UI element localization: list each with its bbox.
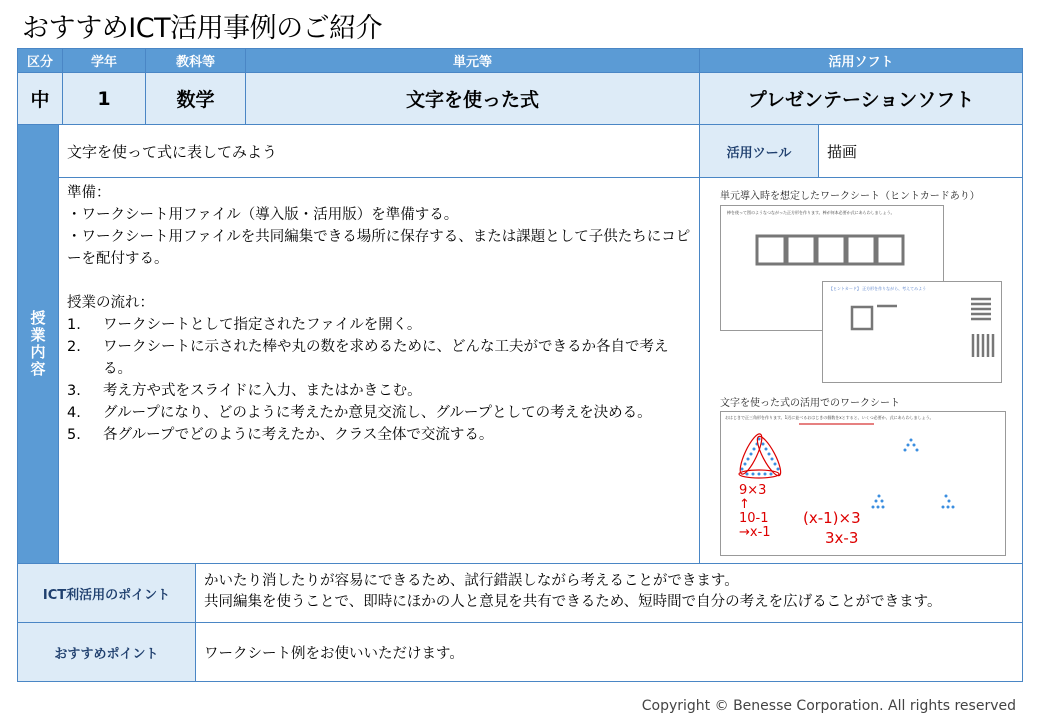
step-text: グループになり、どのように考えたか意見交流し、グループとしての考えを決める。 [103, 405, 652, 421]
header-grade: 学年 [62, 48, 146, 73]
recommend-text: ワークシート例をお使いいただけます。 [195, 622, 1023, 682]
category-value: 中 [17, 72, 63, 125]
handwritten-result: 3x-3 [825, 529, 859, 547]
tool-label: 活用ツール [699, 124, 819, 178]
applied-worksheet-image [720, 411, 1006, 556]
ict-point-line: かいたり消したりが容易にできるため、試行錯誤しながら考えることができます。 [204, 573, 739, 589]
prep-item: ・ワークシート用ファイル（導入版・活用版）を準備する。 [67, 207, 459, 223]
flow-heading: 授業の流れ： [67, 295, 154, 311]
sheet1-text: 棒を使って図のようなつながった正方形を作ります。棒が何本必要か式にあらわしましょう。 [727, 210, 895, 215]
step-number: 1. [67, 317, 81, 333]
ict-point-label: ICT利活用のポイント [17, 563, 196, 623]
handwritten-10-1: 10-1 [739, 511, 769, 526]
lesson-title: 文字を使って式に表してみよう [58, 124, 700, 178]
lesson-label: 授業内容 [17, 124, 59, 564]
header-category: 区分 [17, 48, 63, 73]
step-number: 5. [67, 427, 81, 443]
prep-item: ・ワークシート用ファイルを共同編集できる場所に保存する、または課題として子供たちにコピーを配付する。 [67, 229, 691, 267]
step-text: ワークシートとして指定されたファイルを開く。 [103, 317, 422, 333]
flow-step [67, 336, 691, 380]
unit-value: 文字を使った式 [245, 72, 700, 125]
handwritten-notes-right [803, 508, 861, 548]
hint-text: 【ヒントカード】 正方形を作りながら、考えてみよう [829, 286, 927, 291]
software-value: プレゼンテーションソフト [699, 72, 1023, 125]
handwritten-x-1: →x-1 [739, 525, 771, 540]
flow-list [67, 314, 691, 446]
header-subject: 教科等 [145, 48, 246, 73]
hint-card-image [822, 281, 1002, 383]
matchstick-squares-icon [755, 234, 905, 268]
flow-step [67, 380, 691, 402]
recommend-label: おすすめポイント [17, 622, 196, 682]
step-number: 4. [67, 405, 81, 421]
lesson-body [58, 177, 700, 564]
sheet2-text: おはじきで正三角形を作ります。1辺に並べるおはじきの個数をxとすると、いくつ必要か、式にあらわしましょう。 [725, 415, 934, 420]
grade-value: 1 [62, 72, 146, 125]
worksheet-images [699, 177, 1023, 564]
step-number: 3. [67, 383, 81, 399]
prep-heading: 準備： [67, 185, 111, 201]
step-number: 2. [67, 339, 81, 355]
subject-value: 数学 [145, 72, 246, 125]
flow-step [67, 314, 691, 336]
tool-value: 描画 [818, 124, 1023, 178]
step-text: 考え方や式をスライドに入力、またはかきこむ。 [103, 383, 422, 399]
page-title: おすすめICT活用事例のご紹介 [22, 13, 383, 44]
handwritten-9x3: 9×3 [739, 483, 767, 498]
ict-point-line: 共同編集を使うことで、即時にほかの人と意見を共有できるため、短時間で自分の考えを広げることができます。 [204, 594, 942, 610]
hint-sticks-icon [823, 282, 1003, 382]
step-text: 各グループでどのように考えたか、クラス全体で交流する。 [103, 427, 494, 443]
handwritten-expr: (x-1)×3 [803, 509, 861, 527]
handwritten-arrow: ↑ [739, 497, 750, 512]
flow-step [67, 424, 691, 446]
copyright: Copyright © Benesse Corporation. All rights reserved [641, 698, 1016, 714]
header-software: 活用ソフト [699, 48, 1023, 73]
caption-applied-worksheet: 文字を使った式の活用でのワークシート [720, 398, 900, 409]
caption-intro-worksheet: 単元導入時を想定したワークシート（ヒントカードあり） [720, 191, 980, 202]
step-text: ワークシートに示された棒や丸の数を求めるために、どんな工夫ができるか各自で考える。 [103, 339, 669, 377]
header-unit: 単元等 [245, 48, 700, 73]
ict-point-text [195, 563, 1023, 623]
flow-step [67, 402, 691, 424]
handwritten-notes-left [739, 484, 771, 540]
